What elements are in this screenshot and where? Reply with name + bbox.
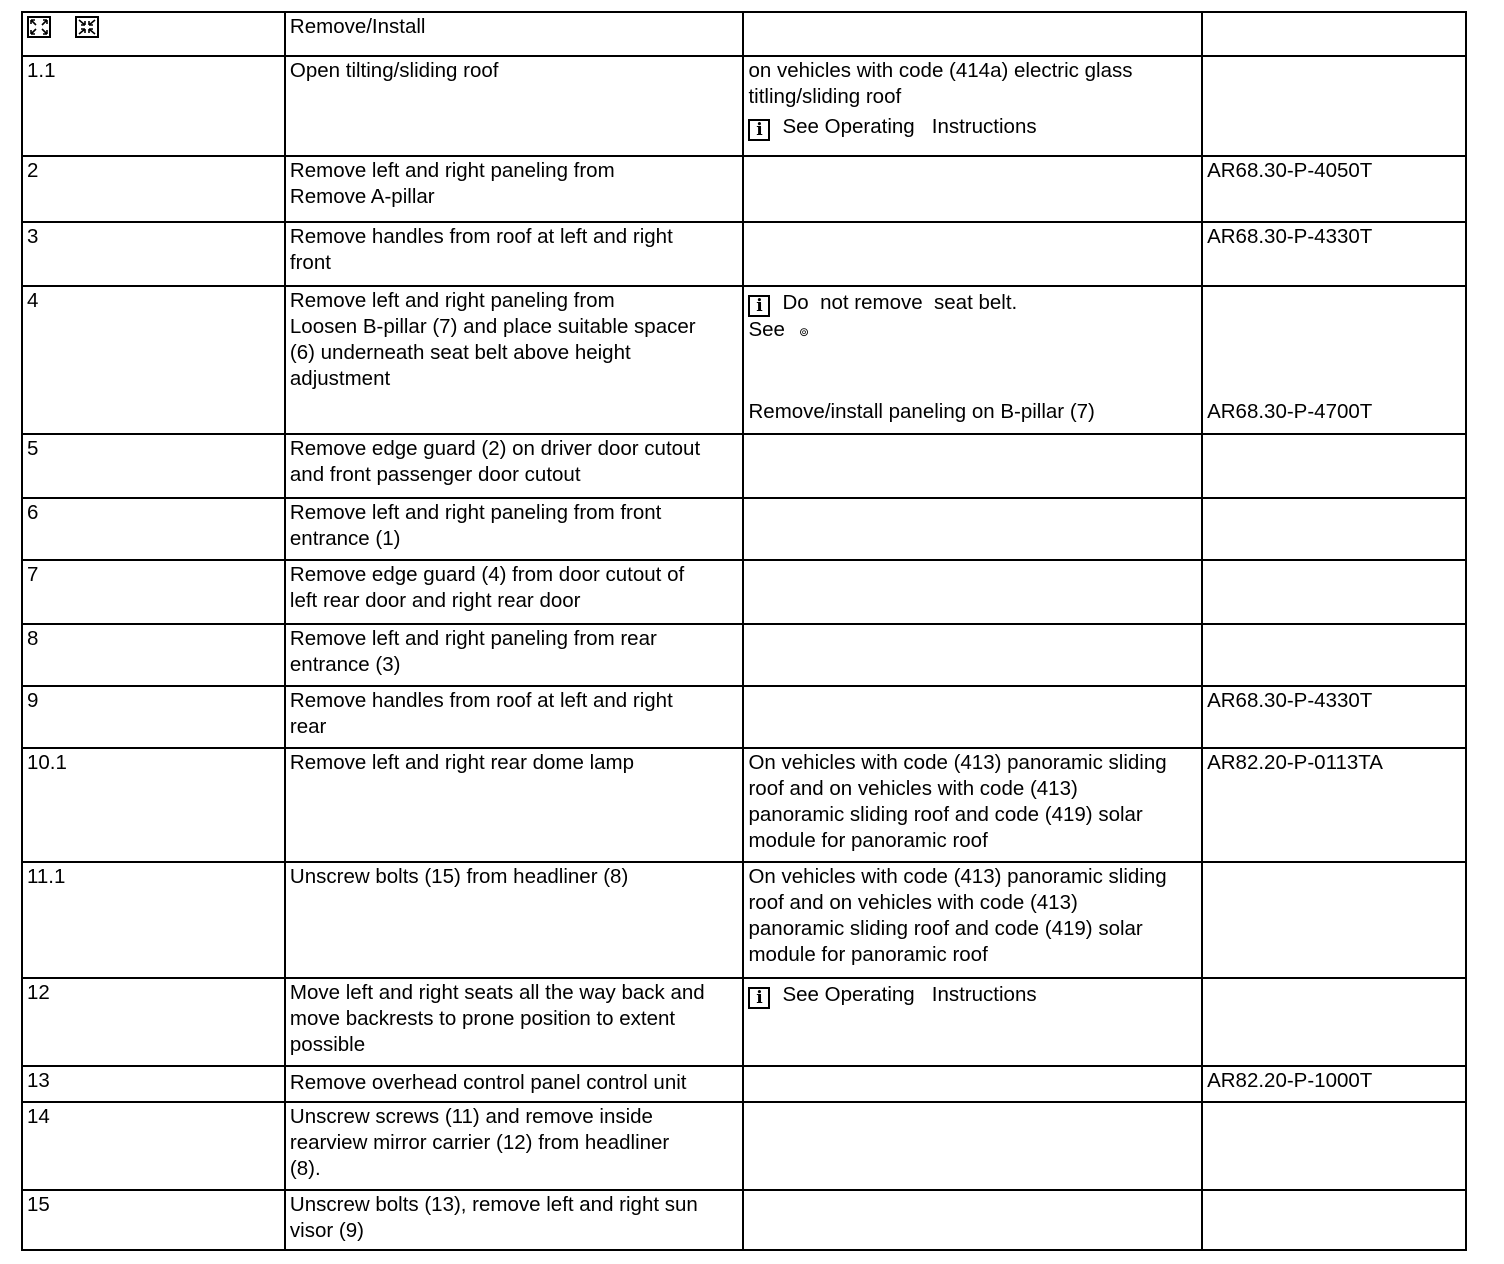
note-line: on vehicles with code (414a) electric glass [748,59,1133,82]
see-line [748,317,1197,345]
step-action [285,434,744,498]
info-icon[interactable]: i [748,119,770,141]
table-row [22,978,1466,1066]
action-line: Remove edge guard (2) on driver door cutout [289,437,701,460]
header-row [22,12,1466,56]
action-line: rearview mirror carrier (12) from headliner [289,1131,670,1154]
step-ref-link[interactable]: AR68.30-P-4330T [1202,222,1466,286]
step-number: 5 [22,434,285,498]
table-row [22,434,1466,498]
action-line: left rear door and right rear door [289,589,581,612]
table-row [22,624,1466,686]
action-line: Loosen B-pillar (7) and place suitable spacer [289,315,696,338]
note-line: titling/sliding roof [748,85,902,108]
action-line: move backrests to prone position to extent [289,1007,676,1030]
step-number: 10.1 [22,748,285,862]
action-line: Remove left and right rear dome lamp [289,751,635,774]
action-line: Remove edge guard (4) from door cutout of [289,563,685,586]
step-action [285,286,744,434]
step-action [285,624,744,686]
step-number: 6 [22,498,285,560]
table-row [22,498,1466,560]
info-icon[interactable]: i [748,987,770,1009]
table-row [22,156,1466,222]
step-number: 14 [22,1102,285,1190]
reference-icon[interactable]: ⊚ [798,325,810,339]
step-note [743,1190,1202,1250]
table-row [22,286,1466,398]
step-ref [1202,286,1466,398]
step-number: 2 [22,156,285,222]
action-line: visor (9) [289,1219,364,1242]
step-note [743,862,1202,978]
step-number: 9 [22,686,285,748]
step-action [285,862,744,978]
info-note [748,290,1197,317]
action-line: and front passenger door cutout [289,463,581,486]
step-note [743,434,1202,498]
action-line: Unscrew bolts (13), remove left and right sun [289,1193,698,1216]
action-line: (8). [289,1157,321,1180]
action-line: entrance (1) [289,527,401,550]
step-ref [1202,434,1466,498]
step-action [285,978,744,1066]
step-ref [1202,56,1466,156]
step-action [285,498,744,560]
action-line: Remove left and right paneling from [289,159,615,182]
step-number: 11.1 [22,862,285,978]
step-note [743,1102,1202,1190]
header-icons-cell [22,12,285,56]
table-row [22,686,1466,748]
step-action [285,686,744,748]
step-ref [1202,978,1466,1066]
action-line: rear [289,715,327,738]
step-note [743,978,1202,1066]
step-note [743,156,1202,222]
note-line: On vehicles with code (413) panoramic sliding [748,751,1167,774]
step-ref [1202,498,1466,560]
step-ref-link[interactable]: AR82.20-P-1000T [1202,1066,1466,1102]
table-row [22,56,1466,156]
note-line: roof and on vehicles with code (413) [748,891,1078,914]
info-icon[interactable]: i [748,295,770,317]
action-line: Remove left and right paneling from front [289,501,662,524]
action-line: Unscrew bolts (15) from headliner (8) [289,865,629,888]
see-label: See [748,318,785,341]
action-line: entrance (3) [289,653,401,676]
sub-note: Remove/install paneling on B-pillar (7) [743,398,1202,434]
info-text: See Operating Instructions [782,983,1037,1006]
step-ref [1202,1102,1466,1190]
step-note [743,222,1202,286]
step-ref [1202,862,1466,978]
step-number: 4 [22,286,285,434]
action-line: Remove handles from roof at left and right [289,689,673,712]
step-number: 8 [22,624,285,686]
step-action [285,56,744,156]
table-row [22,1102,1466,1190]
step-action [285,1190,744,1250]
note-line: On vehicles with code (413) panoramic sliding [748,865,1167,888]
action-line: Remove handles from roof at left and right [289,225,673,248]
step-ref [1202,560,1466,624]
step-note [743,560,1202,624]
info-text: See Operating Instructions [782,115,1037,138]
info-note [748,982,1197,1009]
action-line: possible [289,1033,366,1056]
step-action [285,560,744,624]
table-row [22,1190,1466,1250]
step-ref-link[interactable]: AR82.20-P-0113TA [1202,748,1466,862]
note-line: module for panoramic roof [748,829,988,852]
step-note [743,56,1202,156]
action-line: Remove overhead control panel control unit [289,1071,687,1094]
action-line: Remove A-pillar [289,185,435,208]
table-row [22,560,1466,624]
expand-icon[interactable] [27,16,51,38]
action-line: Remove left and right paneling from rear [289,627,657,650]
note-line: module for panoramic roof [748,943,988,966]
action-line: (6) underneath seat belt above height [289,341,631,364]
step-note [743,686,1202,748]
table-row [22,1066,1466,1102]
note-line: panoramic sliding roof and code (419) solar [748,917,1143,940]
header-ref-cell [1202,12,1466,56]
table-row [22,862,1466,978]
step-number: 1.1 [22,56,285,156]
procedure-table [21,11,1467,1251]
step-ref [1202,1190,1466,1250]
header-title: Remove/Install [285,12,744,56]
step-note [743,498,1202,560]
step-number: 3 [22,222,285,286]
step-note [743,624,1202,686]
step-ref-link[interactable]: AR68.30-P-4330T [1202,686,1466,748]
header-note-cell [743,12,1202,56]
step-number: 15 [22,1190,285,1250]
table-row [22,222,1466,286]
step-action [285,1066,744,1102]
step-action [285,156,744,222]
step-action [285,222,744,286]
step-action [285,748,744,862]
collapse-icon[interactable] [75,16,99,38]
table-row [22,748,1466,862]
note-line: roof and on vehicles with code (413) [748,777,1078,800]
note-line: panoramic sliding roof and code (419) solar [748,803,1143,826]
info-text: Do not remove seat belt. [782,291,1018,314]
step-number: 12 [22,978,285,1066]
step-number: 7 [22,560,285,624]
step-note [743,748,1202,862]
step-note [743,1066,1202,1102]
step-ref-link[interactable]: AR68.30-P-4050T [1202,156,1466,222]
step-ref [1202,624,1466,686]
action-line: Move left and right seats all the way back and [289,981,705,1004]
action-line: front [289,251,331,274]
action-line: Open tilting/sliding roof [289,59,499,82]
step-number: 13 [22,1066,285,1102]
action-line: Unscrew screws (11) and remove inside [289,1105,653,1128]
step-action [285,1102,744,1190]
step-ref-link[interactable]: AR68.30-P-4700T [1202,398,1466,434]
info-note [748,114,1197,141]
step-note [743,286,1202,398]
action-line: Remove left and right paneling from [289,289,615,312]
action-line: adjustment [289,367,391,390]
